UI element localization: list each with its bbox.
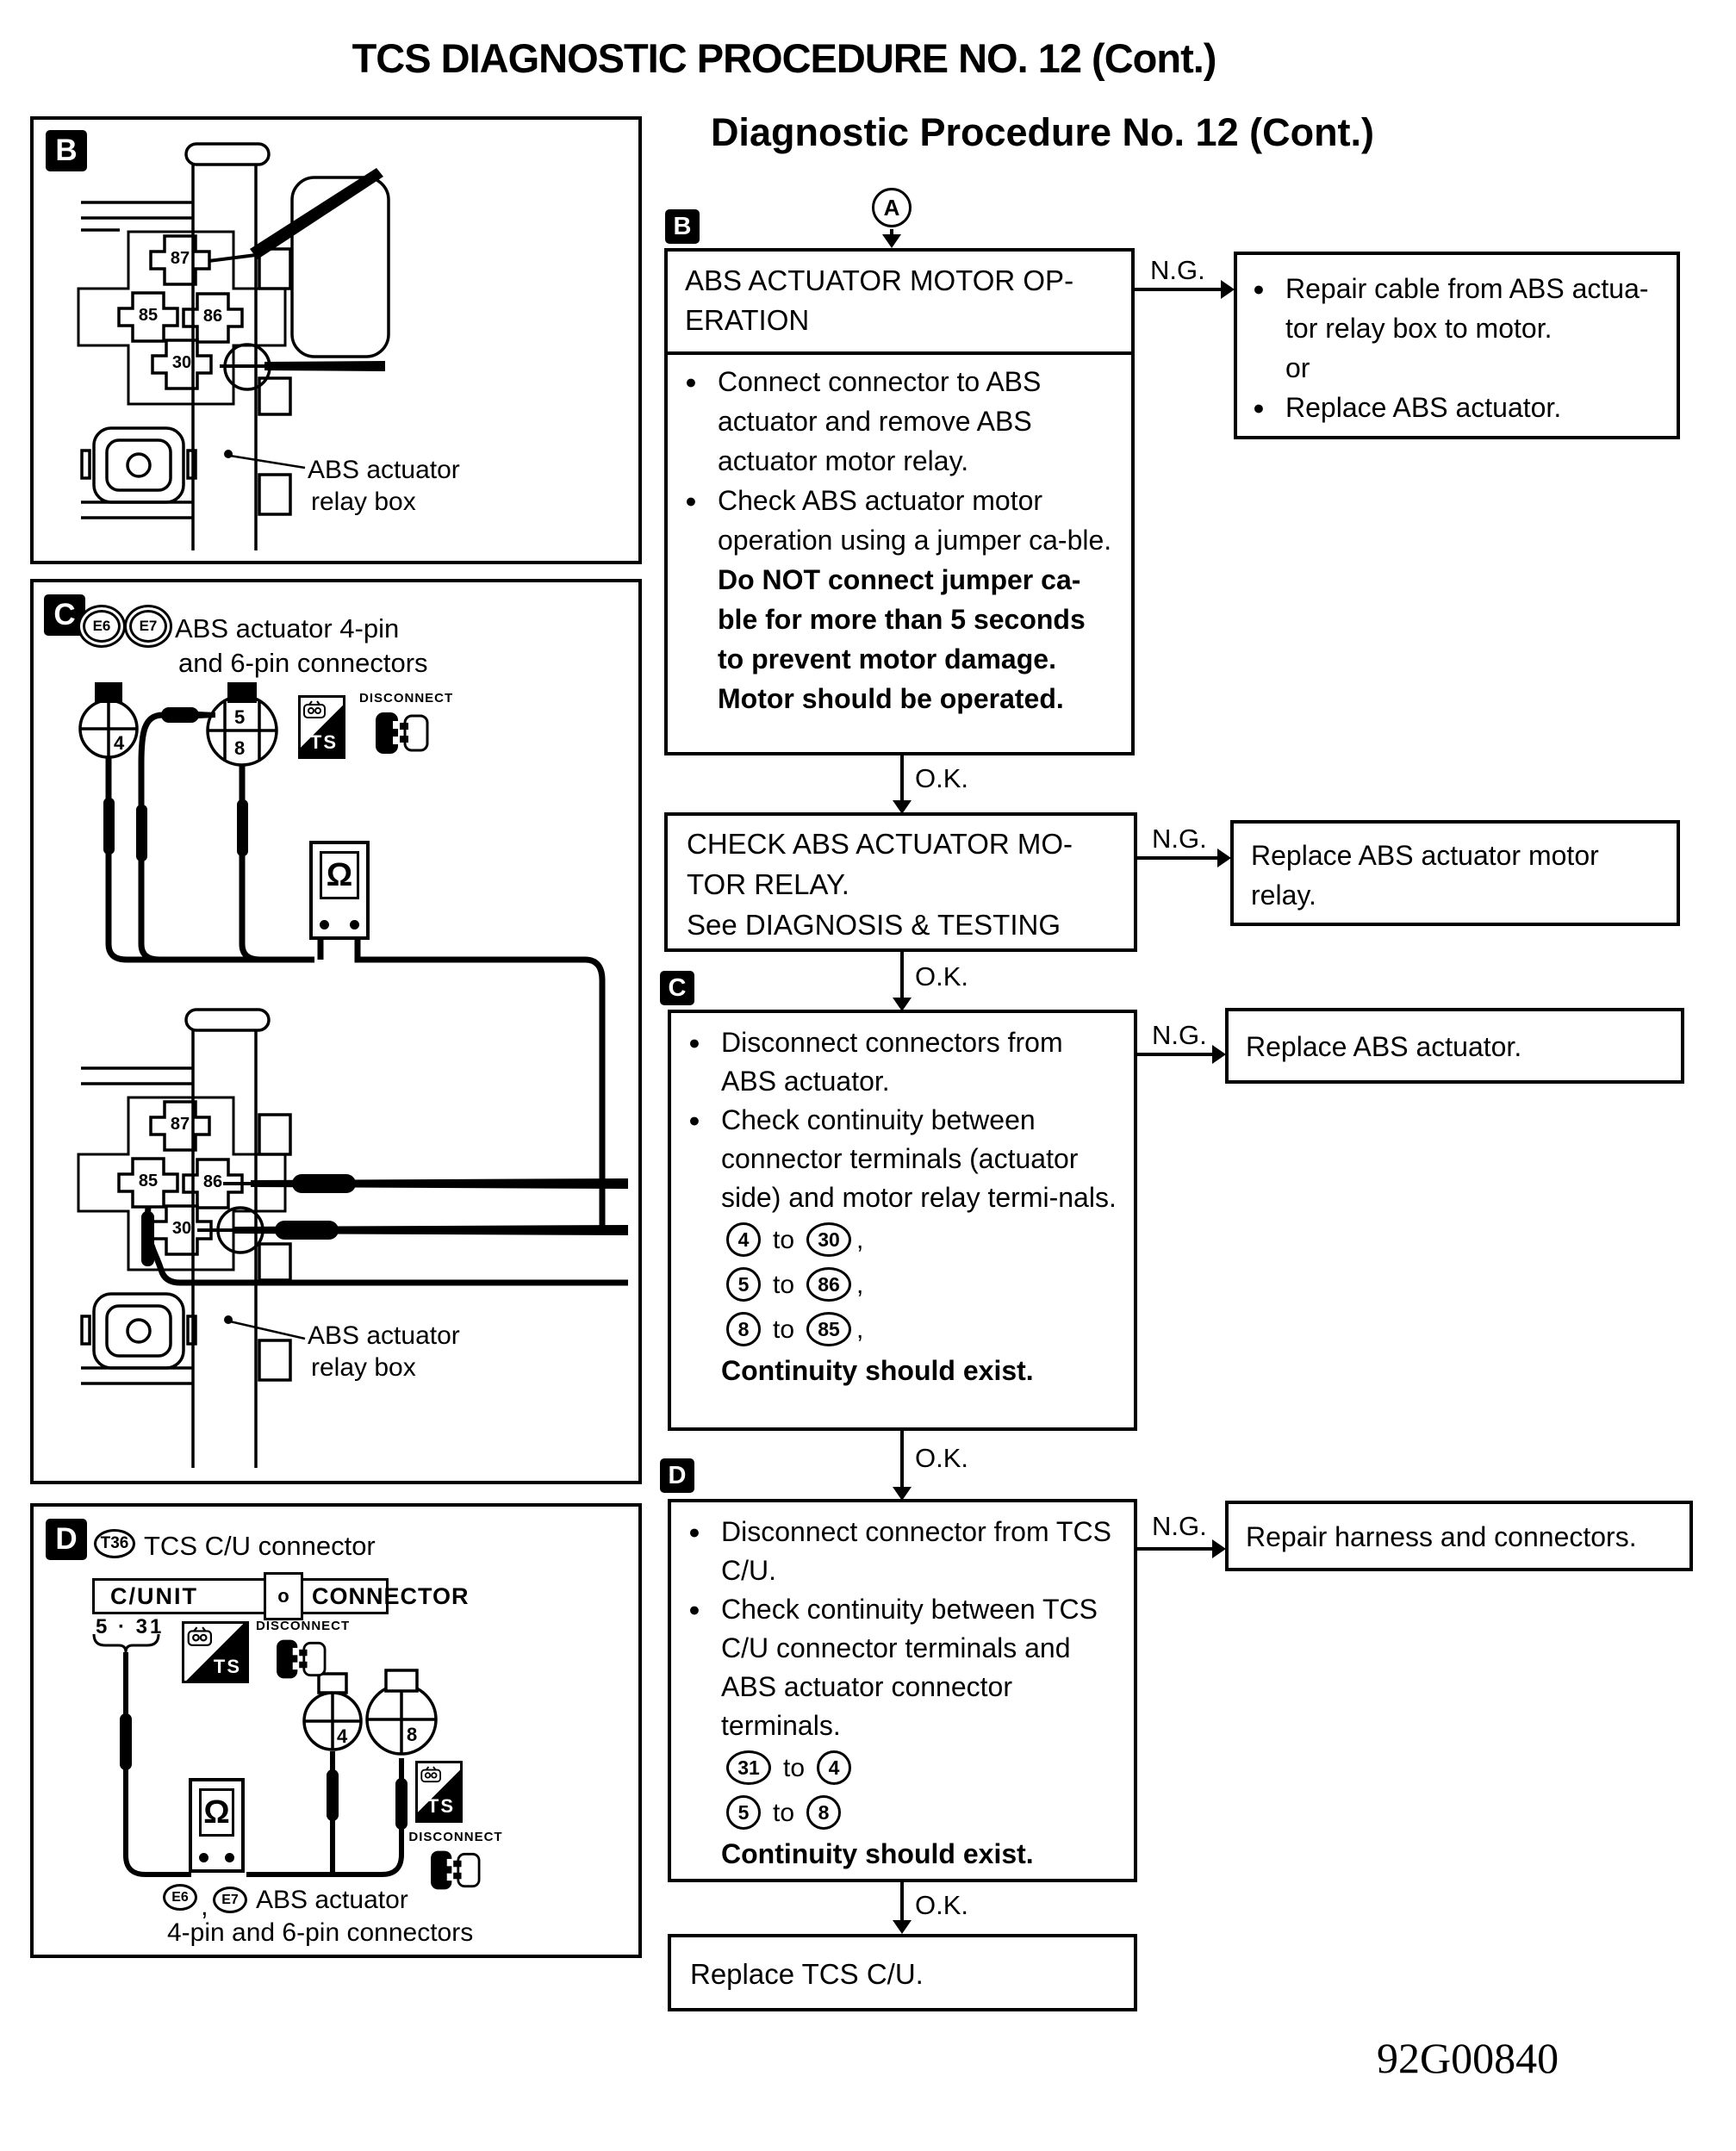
figure-code: 92G00840 bbox=[1377, 2034, 1559, 2082]
disconnect-label: DISCONNECT bbox=[256, 1619, 351, 1633]
terminal-circle: 8 bbox=[806, 1795, 841, 1830]
flow-badge-b: B bbox=[665, 209, 700, 244]
banner-connector-label: CONNECTOR bbox=[312, 1583, 470, 1609]
to-label: to bbox=[773, 1315, 795, 1344]
terminal-circle: 85 bbox=[806, 1312, 851, 1346]
disconnect-label: DISCONNECT bbox=[359, 691, 454, 706]
result-relay-text: Replace ABS actuator motor relay. bbox=[1251, 840, 1599, 911]
figure-c-badge: C bbox=[44, 594, 85, 636]
ohmmeter bbox=[309, 841, 370, 940]
flow-result-c-box bbox=[1225, 1008, 1684, 1084]
figure-c bbox=[30, 579, 642, 1484]
terminal-circle: 31 bbox=[726, 1750, 771, 1785]
flow-result-b-box bbox=[1234, 252, 1680, 439]
terminal-circle: 30 bbox=[806, 1222, 851, 1257]
arrow-ng-2 bbox=[1137, 856, 1217, 860]
arrow-entry bbox=[890, 229, 893, 234]
ohm-symbol: Ω bbox=[203, 1794, 230, 1831]
flow-badge-d: D bbox=[660, 1458, 694, 1493]
comma: , bbox=[856, 1315, 864, 1344]
terminal-circle: 5 bbox=[726, 1267, 761, 1302]
flow-step-c-bullet1: ● Disconnect connectors from ABS actuator. bbox=[687, 1023, 1118, 1101]
flow-step-b-expected: Motor should be operated. bbox=[718, 683, 1064, 714]
flow-step-d-bullet2: ● Check continuity between TCS C/U connector terminals and ABS actuator connector terminals. bbox=[687, 1590, 1118, 1745]
connector-t36-badge: T36 bbox=[94, 1529, 135, 1558]
flow-step-d-bullet1: ● Disconnect connector from TCS C/U. bbox=[687, 1513, 1118, 1590]
banner-cunit-label: C/UNIT bbox=[110, 1583, 198, 1609]
flow-step-relay-line1: CHECK ABS ACTUATOR MO- bbox=[687, 828, 1073, 860]
disconnect-symbol bbox=[256, 1619, 351, 1688]
flow-step-d-box bbox=[668, 1499, 1137, 1882]
to-label: to bbox=[773, 1225, 795, 1254]
connector-e7-badge: E7 bbox=[213, 1887, 247, 1913]
ts-label: TS bbox=[309, 731, 338, 753]
flow-step-b-bullet2: ● Check ABS actuator motor operation using a jumper ca-ble. bbox=[683, 481, 1116, 560]
arrow-ok-3 bbox=[900, 1431, 904, 1487]
page-subtitle: Diagnostic Procedure No. 12 (Cont.) bbox=[710, 110, 1375, 154]
pin-5-label: 5 bbox=[234, 706, 246, 728]
terminal-circle: 4 bbox=[817, 1750, 851, 1785]
disconnect-icon bbox=[427, 1846, 484, 1894]
disconnect-icon bbox=[273, 1635, 330, 1683]
ok-label: O.K. bbox=[915, 1890, 969, 1920]
flow-final-box bbox=[668, 1934, 1137, 2011]
terminal-circle: 8 bbox=[726, 1312, 761, 1346]
flow-step-b-title-line2: ERATION bbox=[685, 304, 810, 336]
continuity-pair bbox=[687, 1217, 1118, 1262]
flow-step-c-expected: Continuity should exist. bbox=[721, 1355, 1034, 1386]
continuity-pair bbox=[687, 1790, 1118, 1835]
ng-label: N.G. bbox=[1150, 255, 1205, 285]
terminal-85-label: 85 bbox=[138, 306, 159, 325]
ok-label: O.K. bbox=[915, 763, 969, 793]
figure-c-caption-line2: relay box bbox=[311, 1353, 416, 1382]
meter-terminal bbox=[225, 1853, 234, 1862]
figure-b bbox=[30, 116, 642, 564]
flow-entry-connector-a: A bbox=[872, 188, 912, 227]
ok-label: O.K. bbox=[915, 1443, 969, 1473]
figure-c-caption-line1: ABS actuator bbox=[308, 1321, 460, 1350]
flow-step-d-expected: Continuity should exist. bbox=[721, 1838, 1034, 1869]
page-title: TCS DIAGNOSTIC PROCEDURE NO. 12 (Cont.) bbox=[352, 35, 1216, 81]
ng-label: N.G. bbox=[1152, 824, 1207, 854]
terminal-87-label: 87 bbox=[170, 249, 190, 268]
arrow-ok-4 bbox=[900, 1882, 904, 1920]
terminal-circle: 4 bbox=[726, 1222, 761, 1257]
flow-step-relay-line2: TOR RELAY. bbox=[687, 868, 849, 900]
connector-e6-badge: E6 bbox=[163, 1884, 197, 1911]
terminal-85-label: 85 bbox=[138, 1172, 159, 1191]
continuity-pair bbox=[687, 1745, 1118, 1790]
figure-d-label: TCS C/U connector bbox=[144, 1531, 376, 1561]
flow-final-text: Replace TCS C/U. bbox=[690, 1958, 924, 1990]
ohmmeter bbox=[189, 1778, 245, 1873]
figure-b-badge: B bbox=[46, 130, 87, 171]
terminal-pins-label: 5 · 31 bbox=[96, 1615, 165, 1638]
result-d-text: Repair harness and connectors. bbox=[1246, 1521, 1637, 1552]
to-label: to bbox=[773, 1798, 795, 1827]
arrow-ok-2 bbox=[900, 952, 904, 998]
ok-label: O.K. bbox=[915, 961, 969, 992]
ts-label: TS bbox=[426, 1795, 455, 1817]
figure-d-badge: D bbox=[46, 1519, 87, 1560]
flow-result-d-box bbox=[1225, 1501, 1693, 1571]
figure-b-caption-line1: ABS actuator bbox=[308, 456, 460, 484]
ts-badge bbox=[182, 1621, 249, 1683]
terminal-86-label: 86 bbox=[202, 1172, 223, 1191]
arrow-ng-3 bbox=[1137, 1053, 1212, 1056]
figure-d-footer-line1: ABS actuator bbox=[256, 1886, 408, 1914]
figure-c-label-line2: and 6-pin connectors bbox=[178, 648, 428, 678]
flow-badge-c: C bbox=[660, 971, 694, 1005]
meter-terminal bbox=[350, 920, 359, 929]
terminal-circle: 86 bbox=[806, 1267, 851, 1302]
pin-8-label: 8 bbox=[234, 737, 246, 759]
flow-step-relay-box bbox=[664, 812, 1137, 952]
connector-e6-badge: E6 bbox=[83, 610, 121, 643]
result-b-item2: ● Replace ABS actuator. bbox=[1251, 388, 1663, 427]
result-b-item1: ● Repair cable from ABS actua-tor relay box to motor. bbox=[1251, 269, 1663, 348]
arrow-ng-1 bbox=[1135, 288, 1221, 291]
meter-terminal bbox=[320, 920, 329, 929]
to-label: to bbox=[783, 1753, 806, 1782]
terminal-30-label: 30 bbox=[171, 353, 192, 372]
result-c-text: Replace ABS actuator. bbox=[1246, 1031, 1522, 1062]
comma: , bbox=[856, 1270, 864, 1299]
disconnect-symbol bbox=[408, 1830, 503, 1899]
to-label: to bbox=[773, 1270, 795, 1299]
flow-step-c-bullet2: ● Check continuity between connector terminals (actuator side) and motor relay termi-nals. bbox=[687, 1101, 1118, 1217]
disconnect-symbol bbox=[359, 691, 454, 763]
continuity-pair bbox=[687, 1307, 1118, 1352]
ts-badge bbox=[415, 1761, 463, 1823]
flow-step-c-box bbox=[668, 1010, 1137, 1431]
result-b-or: or bbox=[1285, 352, 1310, 383]
banner-mid-box: o bbox=[264, 1572, 303, 1620]
continuity-pair bbox=[687, 1262, 1118, 1307]
flow-step-b-bullet1: ● Connect connector to ABS actuator and remove ABS actuator motor relay. bbox=[683, 362, 1116, 481]
arrow-ng-4 bbox=[1137, 1547, 1212, 1551]
connector-e7-badge: E7 bbox=[129, 610, 167, 643]
relay-icon bbox=[420, 1766, 445, 1783]
figure-d bbox=[30, 1503, 642, 1958]
pin-8-label: 8 bbox=[407, 1724, 418, 1745]
terminal-circle: 5 bbox=[726, 1795, 761, 1830]
comma: , bbox=[201, 1891, 208, 1921]
flow-step-b-box bbox=[664, 248, 1135, 755]
relay-icon bbox=[187, 1626, 216, 1647]
flow-step-b-warning: Do NOT connect jumper ca-ble for more than 5 seconds to prevent motor damage. bbox=[718, 564, 1086, 675]
flow-step-b-title-line1: ABS ACTUATOR MOTOR OP- bbox=[685, 264, 1074, 296]
ng-label: N.G. bbox=[1152, 1020, 1207, 1050]
terminal-87-label: 87 bbox=[170, 1115, 190, 1134]
ohm-symbol: Ω bbox=[326, 856, 353, 893]
flow-step-b-title bbox=[668, 252, 1131, 355]
flow-step-relay-line3: See DIAGNOSIS & TESTING bbox=[687, 909, 1061, 941]
comma: , bbox=[856, 1225, 864, 1254]
figure-d-footer-line2: 4-pin and 6-pin connectors bbox=[167, 1918, 474, 1947]
pin-4-label: 4 bbox=[114, 732, 125, 754]
figure-c-label-line1: ABS actuator 4-pin bbox=[175, 613, 400, 643]
figure-b-caption-line2: relay box bbox=[311, 488, 416, 516]
pin-4-label: 4 bbox=[337, 1725, 348, 1747]
disconnect-icon bbox=[374, 707, 431, 759]
cunit-connector-banner bbox=[92, 1578, 470, 1614]
arrow-ok-1 bbox=[900, 755, 904, 800]
terminal-30-label: 30 bbox=[171, 1219, 192, 1238]
ng-label: N.G. bbox=[1152, 1511, 1207, 1541]
terminal-86-label: 86 bbox=[202, 307, 223, 326]
relay-icon bbox=[303, 700, 329, 719]
ts-badge bbox=[298, 695, 345, 759]
ts-label: TS bbox=[213, 1656, 241, 1677]
flow-result-relay-box bbox=[1230, 820, 1680, 926]
disconnect-label: DISCONNECT bbox=[408, 1830, 503, 1844]
meter-terminal bbox=[199, 1853, 208, 1862]
